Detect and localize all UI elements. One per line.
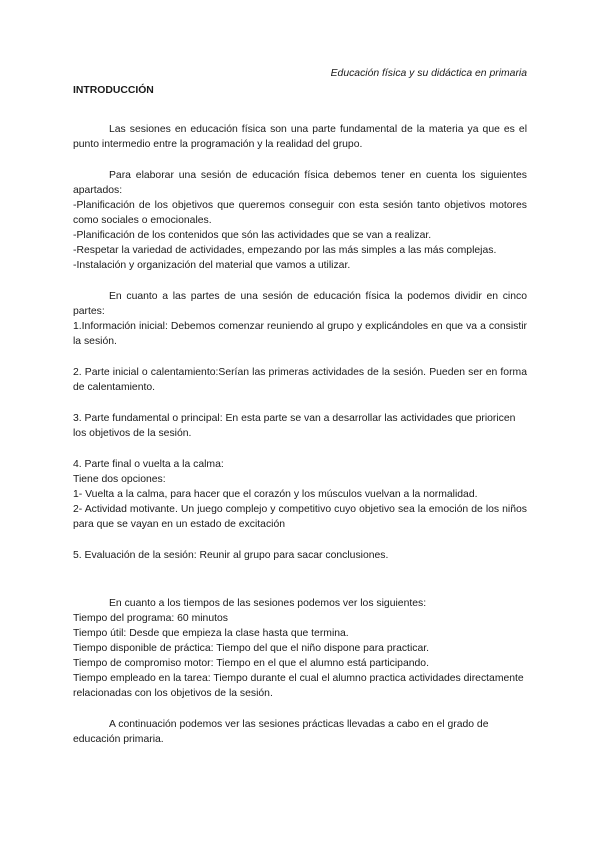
parte-2: 2. Parte inicial o calentamiento:Serían las primeras actividades de la sesión. Pueden ser en forma de calentamiento.	[73, 367, 527, 393]
tiempo-item: Tiempo útil: Desde que empieza la clase hasta que termina.	[73, 628, 349, 639]
tiempo-item: Tiempo disponible de práctica: Tiempo del que el niño dispone para practicar.	[73, 643, 429, 654]
apartado-item: -Respetar la variedad de actividades, empezando por las más simples a las más complejas.	[73, 245, 497, 256]
tiempos-paragraph: En cuanto a los tiempos de las sesiones podemos ver los siguientes:	[109, 598, 427, 609]
document-header: Educación física y su didáctica en primaria	[330, 68, 527, 79]
tiempo-item: Tiempo empleado en la tarea: Tiempo durante el cual el alumno practica actividades directamente relacionadas con los objetivos de la sesión.	[73, 673, 524, 699]
apartado-item: -Planificación de los contenidos que són las actividades que se van a realizar.	[73, 230, 432, 241]
parte-4-option: 1- Vuelta a la calma, para hacer que el corazón y los músculos vuelvan a la normalidad.	[73, 489, 478, 500]
elaborar-paragraph: Para elaborar una sesión de educación física debemos tener en cuenta los siguientes apartados:	[73, 170, 527, 196]
parte-1: 1.Información inicial: Debemos comenzar reuniendo al grupo y explicándoles en que va a consistir la sesión.	[73, 321, 527, 347]
section-heading: INTRODUCCIÓN	[73, 85, 154, 96]
intro-paragraph: Las sesiones en educación física son una parte fundamental de la materia ya que es el punto intermedio entre la programación y la realidad del grupo.	[73, 124, 527, 150]
parte-3: 3. Parte fundamental o principal: En esta parte se van a desarrollar las actividades que prioricen los objetivos de la sesión.	[73, 413, 516, 439]
parte-5: 5. Evaluación de la sesión: Reunir al grupo para sacar conclusiones.	[73, 550, 389, 561]
tiempo-item: Tiempo de compromiso motor: Tiempo en el que el alumno está participando.	[73, 658, 429, 669]
document-page	[73, 66, 527, 747]
apartado-item: -Planificación de los objetivos que queremos conseguir con esta sesión tanto objetivos motores como sociales o emocionales.	[73, 200, 527, 226]
apartado-item: -Instalación y organización del material que vamos a utilizar.	[73, 260, 351, 271]
tiempo-item: Tiempo del programa: 60 minutos	[73, 613, 228, 624]
continuacion-paragraph: A continuación podemos ver las sesiones prácticas llevadas a cabo en el grado de educación primaria.	[73, 719, 489, 745]
parte-4-title: 4. Parte final o vuelta a la calma:	[73, 459, 224, 470]
parte-4-intro: Tiene dos opciones:	[73, 474, 166, 485]
parte-4-option: 2- Actividad motivante. Un juego complejo y competitivo cuyo objetivo sea la emoción de los niños para que se vayan en un estado de excitación	[73, 504, 527, 530]
partes-paragraph: En cuanto a las partes de una sesión de educación física la podemos dividir en cinco partes:	[73, 291, 527, 317]
